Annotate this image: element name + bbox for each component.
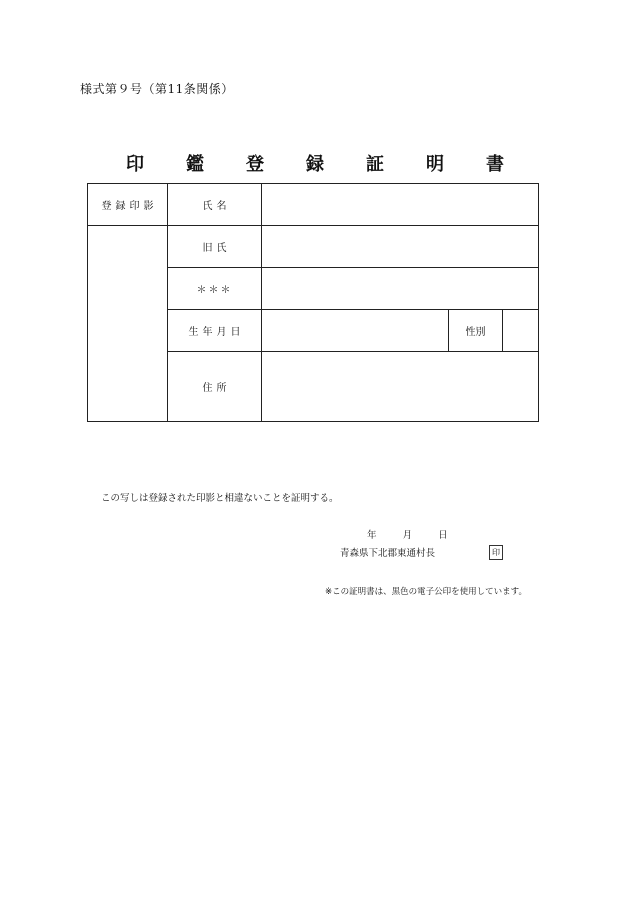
- sex-value: [503, 310, 539, 352]
- certificate-table: [87, 183, 539, 422]
- registered-seal-label: 登録印影: [88, 184, 168, 226]
- issue-date: [367, 527, 448, 541]
- date-month: 月: [402, 530, 413, 541]
- issuer-name: 青森県下北郡東通村長: [340, 548, 436, 559]
- address-label: 住所: [168, 352, 262, 422]
- masked-value: [262, 268, 539, 310]
- date-day: 日: [438, 530, 448, 541]
- document-title: 印 鑑 登 録 証 明 書: [126, 154, 516, 175]
- seal-impression-area: [88, 226, 168, 422]
- official-seal: 印: [489, 545, 503, 560]
- address-value: [262, 352, 539, 422]
- name-label: 氏名: [168, 184, 262, 226]
- former-name-label: 旧氏: [168, 226, 262, 268]
- former-name-value: [262, 226, 539, 268]
- sex-label: 性別: [449, 310, 503, 352]
- birthdate-label: 生年月日: [168, 310, 262, 352]
- former-name-row: [88, 226, 539, 268]
- form-number: 様式第９号（第11条関係）: [80, 82, 234, 96]
- certification-statement: この写しは登録された印影と相違ないことを証明する。: [101, 493, 339, 504]
- birthdate-value: [262, 310, 449, 352]
- electronic-seal-note: ※この証明書は、黒色の電子公印を使用しています。: [325, 587, 527, 597]
- name-row: [88, 184, 539, 226]
- name-value: [262, 184, 539, 226]
- masked-label: ＊＊＊: [168, 268, 262, 310]
- date-year: 年: [367, 530, 377, 541]
